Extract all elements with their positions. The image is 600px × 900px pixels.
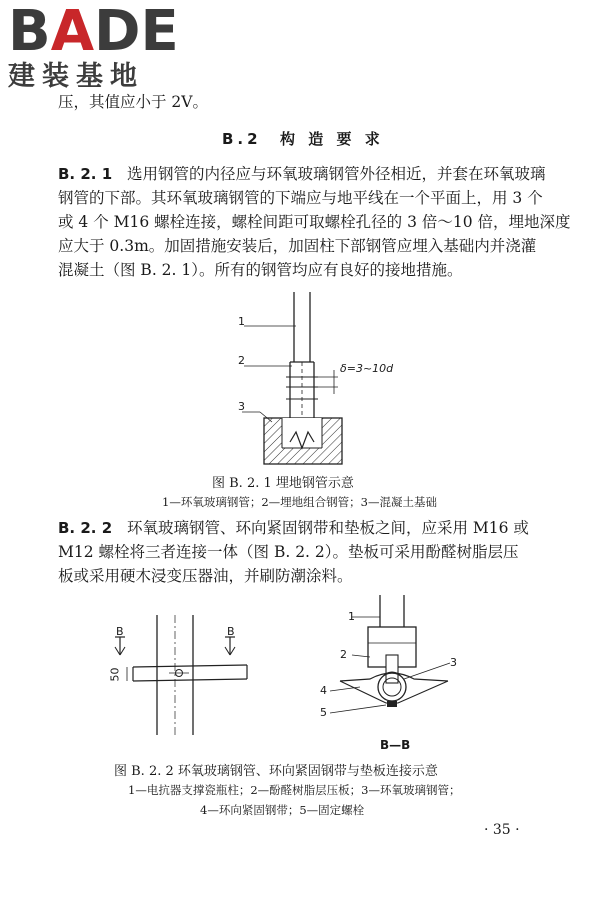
section-cut-mark-right — [225, 637, 235, 655]
insulator-column — [157, 615, 193, 735]
dimension-50-label: 50 — [108, 667, 122, 682]
figure-b22-legend-line1: 1—电抗器支撑瓷瓶柱；2—酚醛树脂层压板；3—环氧玻璃钢管； — [128, 783, 461, 797]
figure-b22-legend-line2: 4—环向紧固钢带；5—固定螺栓 — [200, 803, 365, 817]
fig22-label-1: 1 — [348, 610, 355, 623]
steel-band — [133, 665, 247, 681]
clause-b22-line: 环氧玻璃钢管、环向紧固钢带和垫板之间，应采用 M16 或 — [126, 519, 529, 537]
clause-b21: B. 2. 1 选用钢管的内径应与环氧玻璃钢管外径相近，并套在环氧玻璃 钢管的下部。其环氧玻璃钢管的下端应与地平线在一个平面上，用 3 个 或 4 个 M16 螺栓连接，螺栓间距可取螺栓孔径的 3 倍～10 倍，埋地深度 应大于 0.3m。加固措施安装后，加固柱下部钢管应埋入基础内并浇灌 混凝土（图 B. 2. 1）。所有的钢管均应有良好的接地措施。 — [58, 165, 571, 279]
section-cut-mark-left — [115, 637, 125, 655]
figure-b22-caption: 图 B. 2. 2 环氧玻璃钢管、环向紧固钢带与垫板连接示意 — [114, 764, 438, 779]
figure-b22-front-view — [105, 615, 265, 745]
section-mark-left: B — [116, 625, 124, 638]
clause-b21-line: 选用钢管的内径应与环氧玻璃钢管外径相近，并套在环氧玻 — [126, 165, 530, 183]
epoxy-tube — [294, 292, 310, 362]
fig22-label-4: 4 — [320, 684, 327, 697]
bolt-head — [169, 670, 189, 677]
dimension-marker — [318, 370, 338, 394]
leader-line-2 — [352, 655, 370, 657]
figure-b21-caption: 图 B. 2. 1 埋地钢管示意 — [212, 476, 354, 491]
fig22-label-5: 5 — [320, 706, 327, 719]
clause-b22 — [58, 518, 529, 586]
concrete-foundation — [264, 418, 342, 464]
fig22-label-3: 3 — [450, 656, 457, 669]
clause-b22-line: M12 螺栓将三者连接一体（图 B. 2. 2）。垫板可采用酚醛树脂层压 — [58, 543, 519, 561]
logo-subtitle: 建装基地 — [8, 61, 144, 92]
section-title: 构 造 要 求 — [280, 130, 384, 148]
fig21-label-3: 3 — [238, 400, 245, 413]
figure-b21-legend: 1—环氧玻璃钢管；2—埋地组合钢管；3—混凝土基础 — [162, 495, 437, 509]
fixing-bolt — [387, 701, 397, 707]
page-number: · 35 · — [484, 822, 520, 838]
clause-b22-line: 板或采用硬木浸变压器油，并刷防潮涂料。 — [58, 567, 353, 585]
section-bb-title: B—B — [380, 738, 411, 752]
clause-b21-line: 钢管的下部。其环氧玻璃钢管的下端应与地平线在一个平面上，用 3 个 — [58, 189, 543, 207]
section-mark-right: B — [227, 625, 235, 638]
logo-wordmark: BADE — [8, 0, 179, 64]
clause-b22-number: B. 2. 2 — [58, 519, 113, 537]
clause-b21-line: 应大于 0.3m。加固措施安装后，加固柱下部钢管应埋入基础内并浇灌 — [58, 237, 537, 255]
fig21-dimension: δ=3~10d — [340, 362, 394, 375]
section-number: B.2 — [222, 130, 262, 148]
section-heading — [222, 128, 384, 149]
clause-b21-number: B. 2. 1 — [58, 165, 113, 183]
leader-line-5 — [330, 705, 386, 713]
clause-b21-line: 或 4 个 M16 螺栓连接，螺栓间距可取螺栓孔径的 3 倍～10 倍，埋地深度 — [58, 213, 571, 231]
bade-logo — [8, 0, 179, 96]
fig22-label-2: 2 — [340, 648, 347, 661]
fig21-label-2: 2 — [238, 354, 245, 367]
clause-b21-line: 混凝土（图 B. 2. 1）。所有的钢管均应有良好的接地措施。 — [58, 261, 463, 279]
fig21-label-1: 1 — [238, 315, 245, 328]
intro-line: 压，其值应小于 2V。 — [58, 93, 208, 111]
